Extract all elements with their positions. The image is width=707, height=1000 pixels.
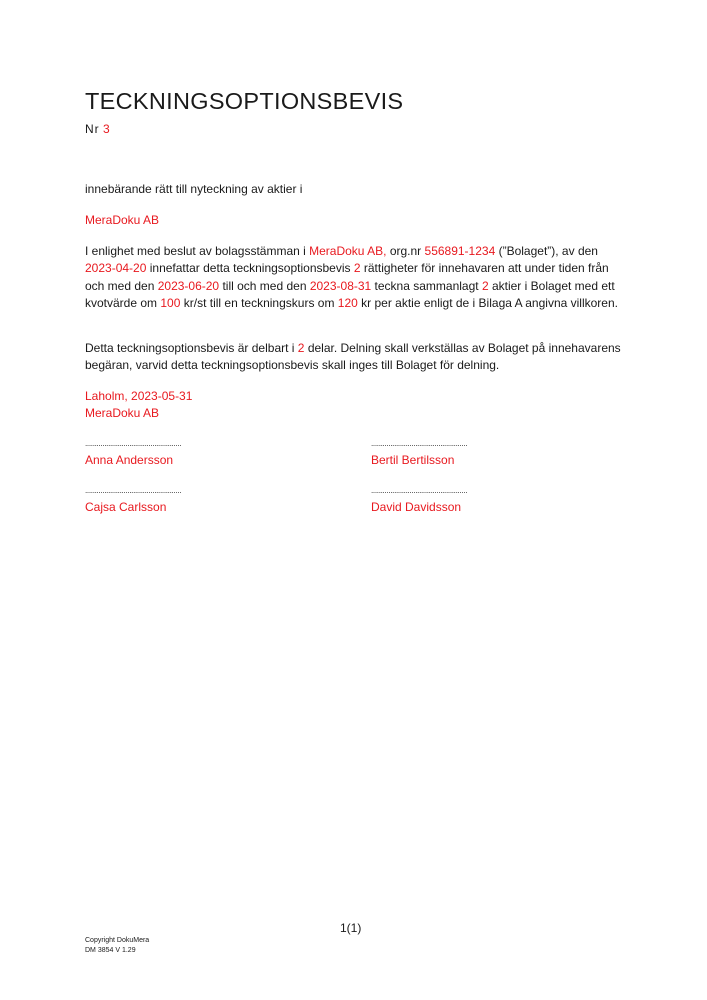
text-segment: org.nr <box>386 244 425 258</box>
text-segment: aktier i Bolaget med ett kvotvärde om <box>85 278 615 310</box>
signing-company: MeraDoku AB <box>85 406 160 420</box>
signatory-name: David Davidsson <box>371 500 462 514</box>
company-name: MeraDoku AB <box>85 213 160 227</box>
text-segment: (”Bolaget”), av den <box>495 244 598 258</box>
certificate-number <box>85 122 110 136</box>
signature-line: .................................................. <box>85 486 182 495</box>
number-value: 3 <box>103 122 110 136</box>
rights-count: 2 <box>353 261 361 276</box>
text-segment: till och med den <box>219 278 310 293</box>
signature-line: .................................................. <box>371 486 468 495</box>
org-number: 556891-1234 <box>424 244 496 258</box>
version-text: DM 3854 V 1.29 <box>85 946 136 954</box>
subscription-price: 120 <box>337 295 358 310</box>
page-number: 1(1) <box>340 921 362 935</box>
text-segment: kr/st till en teckningskurs om <box>180 295 338 310</box>
signatory-name: Anna Andersson <box>85 453 174 467</box>
footer <box>85 936 149 955</box>
parts-count: 2 <box>297 341 305 355</box>
division-paragraph <box>85 340 625 375</box>
text-segment: Detta teckningsoptionsbevis är delbart i <box>85 341 298 355</box>
end-date: 2023-08-31 <box>309 278 372 293</box>
start-date: 2023-06-20 <box>157 278 220 293</box>
main-paragraph <box>85 243 625 312</box>
text-segment: kr per aktie enligt de i Bilaga A angivna villkoren. <box>357 295 618 310</box>
decision-date: 2023-04-20 <box>85 261 147 276</box>
place-and-date: Laholm, 2023-05-31 <box>85 389 193 403</box>
copyright-text: Copyright DokuMera <box>85 937 150 944</box>
share-count: 2 <box>481 278 489 293</box>
text-segment: innefattar detta teckningsoptionsbevis <box>146 261 354 276</box>
number-label: Nr <box>85 122 100 136</box>
company-ref: MeraDoku AB, <box>309 244 387 258</box>
text-segment: teckna sammanlagt <box>371 278 482 293</box>
signatory-name: Cajsa Carlsson <box>85 500 167 514</box>
signatory-name: Bertil Bertilsson <box>371 453 455 467</box>
document-title: TECKNINGSOPTIONSBEVIS <box>85 88 404 114</box>
signature-line: .................................................. <box>85 439 182 448</box>
text-segment: rättigheter för innehavaren att under tiden från och med den <box>85 261 609 293</box>
text-segment: delar. Delning skall verkställas av Bolaget på innehavarens begäran, varvid detta teckningsoptionsbevis skall inges till Bolaget för delning. <box>85 341 621 373</box>
signature-line: .................................................. <box>371 439 468 448</box>
text-segment: I enlighet med beslut av bolagsstämman i <box>85 244 310 258</box>
quota-value: 100 <box>160 295 181 310</box>
intro-text: innebärande rätt till nyteckning av aktier i <box>85 182 303 196</box>
